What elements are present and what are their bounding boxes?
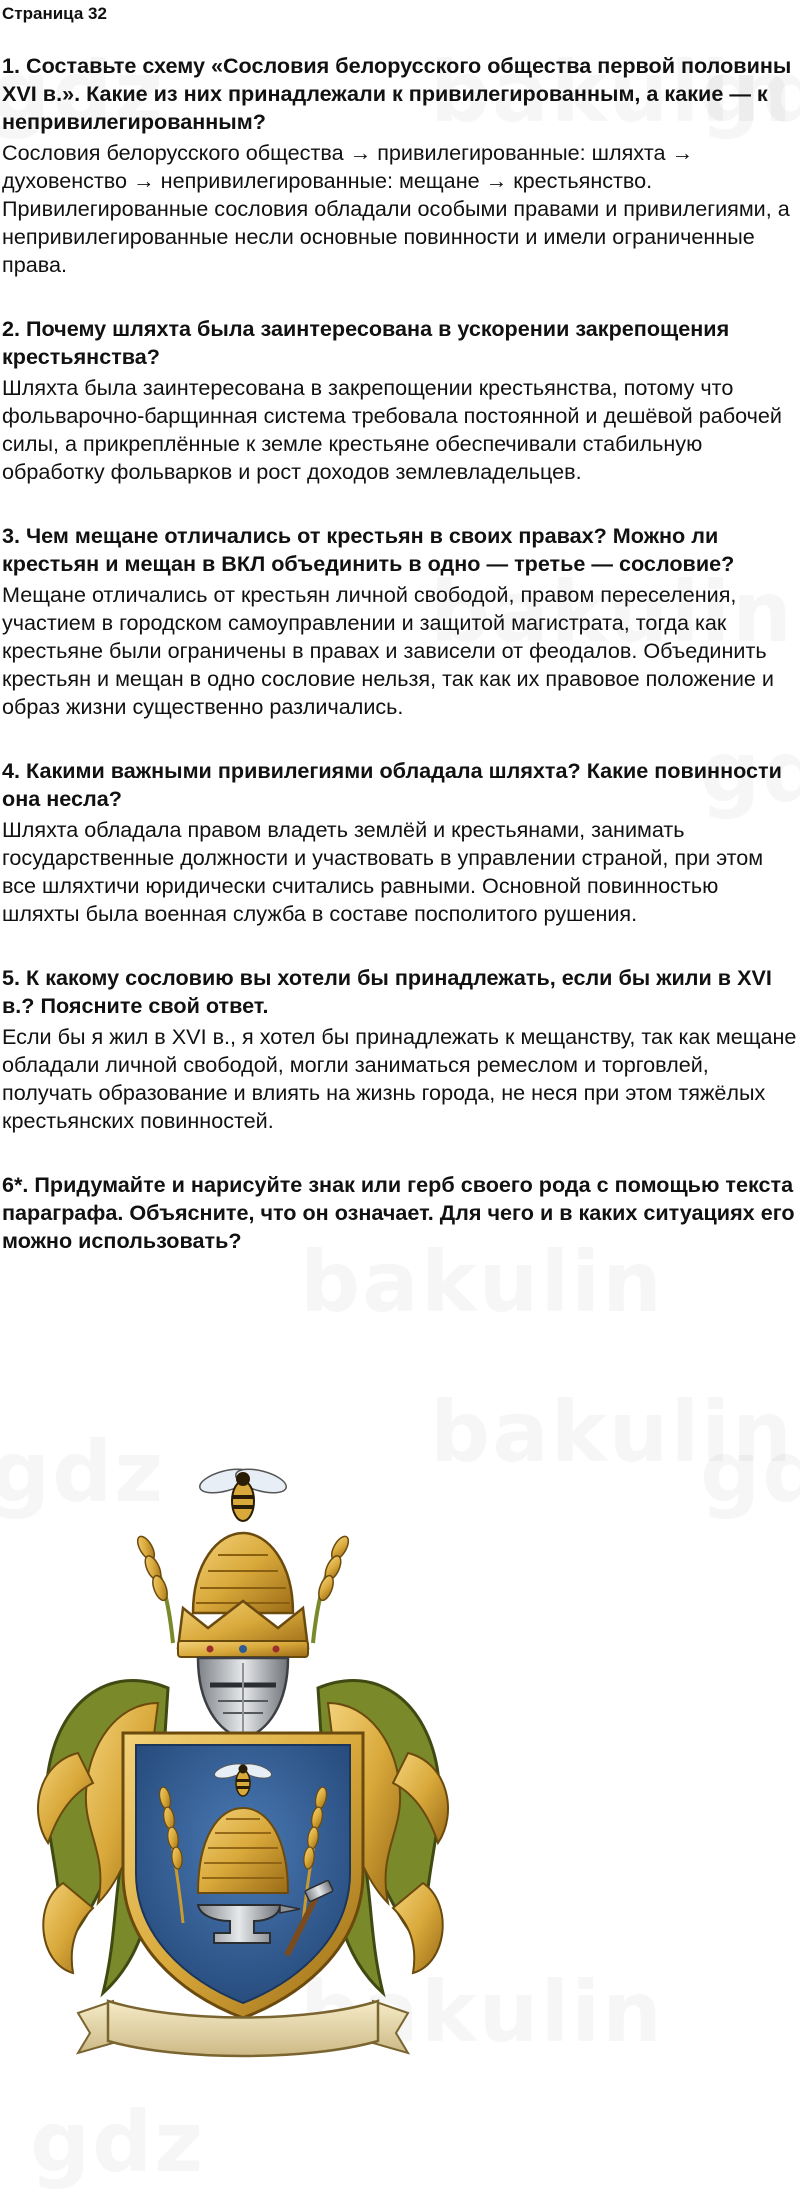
question-4: 4. Какими важными привилегиями обладала шляхта? Какие повинности она несла? <box>2 758 782 811</box>
watermark-bakulin <box>430 1383 794 1481</box>
bee-icon-top <box>197 1465 288 1521</box>
coat-of-arms-svg <box>18 1453 468 2063</box>
answer-5: Если бы я жил в XVI в., я хотел бы принадлежать к мещанству, так как мещане обладали личной свободой, могли заниматься ремеслом и торговлей, получать образование и влиять на жизнь города, не неся при этом тяжёлых крестьянских повинностей. <box>2 1024 797 1133</box>
watermark-gdz <box>30 2093 205 2191</box>
answer-4: Шляхта обладала правом владеть землёй и крестьянами, занимать государственные должности и участвовать в управлении страной, при этом все шляхтичи юридически считались равными. Основной повинностью шляхты была военная служба в составе посполитого рушения. <box>2 817 764 926</box>
question-2: 2. Почему шляхта была заинтересована в ускорении закрепощения крестьянства? <box>2 316 730 369</box>
qa-block-3 <box>2 522 798 721</box>
answer-3: Мещане отличались от крестьян личной свободой, правом переселения, участием в городском самоуправлении и защитой магистрата, тогда как крестьяне были ограничены в правах и зависели от феодалов. Объединить крестьян и мещан в одно сословие нельзя, так как их правовое положение и образ жизни существенно различались. <box>2 582 774 719</box>
helmet-icon <box>198 1658 288 1738</box>
answer-1: Сословия белорусского общества → привилегированные: шляхта → духовенство → непривилегированные: мещане → крестьянство. Привилегированные сословия обладали особыми правами и привилегиями, а непривилегированные несли основные повинности и имели ограниченные права. <box>2 140 790 277</box>
question-6: 6*. Придумайте и нарисуйте знак или герб своего рода с помощью текста параграфа. Объясните, что он означает. Для чего и в каких ситуациях его можно использовать? <box>2 1172 795 1253</box>
page-label: Страница 32 <box>2 4 107 23</box>
page-content <box>0 3 800 1255</box>
coat-of-arms-icon <box>18 1453 468 2063</box>
question-3: 3. Чем мещане отличались от крестьян в своих правах? Можно ли крестьян и мещан в ВКЛ объединить в одно — третье — сословие? <box>2 523 735 576</box>
question-5: 5. К какому сословию вы хотели бы принадлежать, если бы жили в XVI в.? Поясните свой ответ. <box>2 965 772 1018</box>
question-1: 1. Составьте схему «Сословия белорусского общества первой половины XVI в.». Какие из них принадлежали к привилегированным, а какие — к непривилегированным? <box>2 53 792 134</box>
qa-block-6 <box>2 1171 798 1255</box>
qa-block-2 <box>2 315 798 486</box>
qa-block-5 <box>2 964 798 1135</box>
watermark-gdz <box>700 1423 800 1521</box>
qa-block-1 <box>2 52 798 279</box>
answer-2: Шляхта была заинтересована в закрепощении крестьянства, потому что фольварочно-барщинная система требовала постоянной и дешёвой рабочей силы, а прикреплённые к земле крестьяне обеспечивали стабильную обработку фольварков и рост доходов землевладельцев. <box>2 375 782 484</box>
qa-block-4 <box>2 757 798 928</box>
